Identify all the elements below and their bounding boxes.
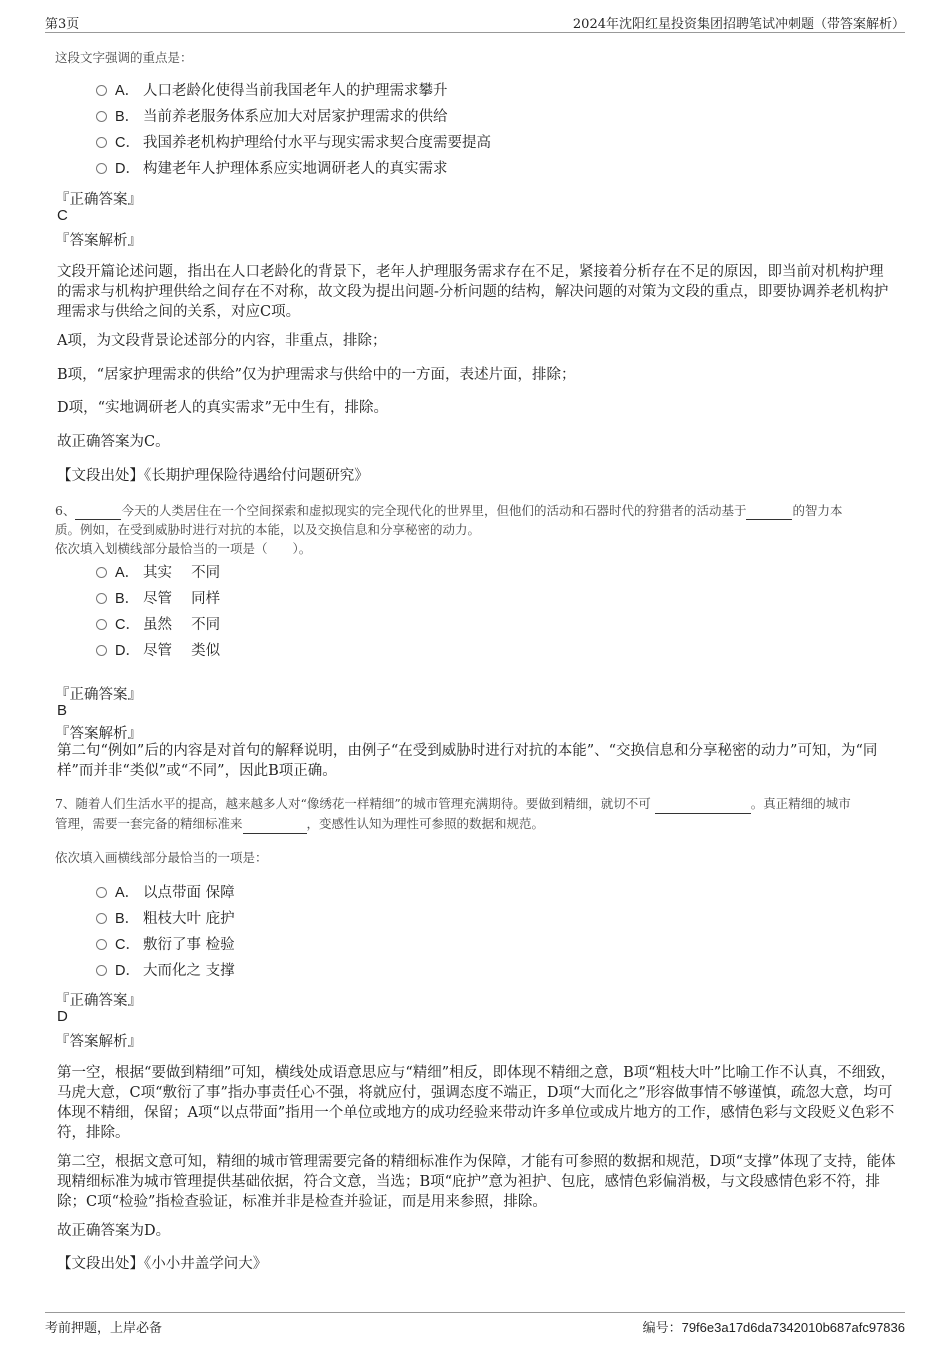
radio-icon[interactable] — [96, 85, 107, 96]
q7-option-b[interactable]: B． 粗枝大叶 庇护 — [96, 908, 235, 930]
radio-icon[interactable] — [96, 965, 107, 976]
q5-explain-p1: 文段开篇论述问题，指出在人口老龄化的背景下，老年人护理服务需求存在不足，紧接着分析存在不足的原因，即当前对机构护理的需求与机构护理供给之间存在不对称，故文段为提出问题-分析问题的结构，解决问题的对策为文段的重点，即要协调养老机构护理需求与供给之间的关系，对应C项。 — [57, 264, 889, 320]
q5-explain-p4: D项，“实地调研老人的真实需求”无中生有，排除。 — [57, 400, 388, 416]
q5-correct-label: 『正确答案』 — [55, 192, 142, 208]
radio-icon[interactable] — [96, 887, 107, 898]
page-number: 第3页 — [45, 17, 80, 32]
document-title: 2024年沈阳红星投资集团招聘笔试冲刺题（带答案解析） — [572, 17, 905, 32]
radio-icon[interactable] — [96, 163, 107, 174]
radio-icon[interactable] — [96, 111, 107, 122]
q7-explain-p3: 故正确答案为D。 — [57, 1223, 171, 1239]
q5-explain-p3: B项，“居家护理需求的供给”仅为护理需求与供给中的一方面，表述片面，排除； — [57, 367, 576, 383]
q6-explain-label: 『答案解析』 — [55, 726, 142, 742]
q6-option-c[interactable]: C． 虽然 不同 — [96, 614, 220, 636]
q5-explain-p2: A项，为文段背景论述部分的内容，非重点，排除； — [57, 333, 387, 349]
q6-option-b[interactable]: B． 尽管 同样 — [96, 588, 220, 610]
q5-stem: 这段文字强调的重点是： — [55, 50, 193, 65]
page-footer — [45, 1312, 905, 1338]
q7-option-d[interactable]: D． 大而化之 支撑 — [96, 960, 235, 982]
radio-icon[interactable] — [96, 939, 107, 950]
q5-option-a[interactable]: A． 人口老龄化使得当前我国老年人的护理需求攀升 — [96, 80, 448, 102]
q6-answer: B — [57, 702, 68, 719]
document-code: 编号：79f6e3a17d6da7342010b687afc97836 — [642, 1320, 905, 1336]
blank-line — [655, 799, 751, 814]
blank-line — [243, 819, 307, 834]
q5-source: 【文段出处】《长期护理保险待遇给付问题研究》 — [57, 468, 369, 484]
q7-option-a[interactable]: A． 以点带面 保障 — [96, 882, 235, 904]
q5-option-c[interactable]: C． 我国养老机构护理给付水平与现实需求契合度需要提高 — [96, 132, 491, 154]
q6-explain: 第二句“例如”后的内容是对首句的解释说明，由例子“在受到威胁时进行对抗的本能”、“交换信息和分享秘密的动力”可知，为“同样”而并非“类似”或“不同”，因此B项正确。 — [57, 743, 878, 779]
q5-answer: C — [57, 207, 68, 224]
q7-correct-label: 『正确答案』 — [55, 993, 142, 1009]
q7-stem: 7、随着人们生活水平的提高，越来越多人对“像绣花一样精细”的城市管理充满期待。要做到精细，就切不可 。真正精细的城市 管理，需要一套完备的精细标准来 ，变感性认知为理性可参照的数据和规范。 — [55, 794, 900, 834]
radio-icon[interactable] — [96, 137, 107, 148]
q7-explain-p2: 第二空，根据文意可知，精细的城市管理需要完备的精细标准作为保障，才能有可参照的数据和规范，D项“支撑”体现了支持，能体现精细标准为城市管理提供基础依据，符合文意，当选；B项“庇护”意为袒护、包庇，感情色彩偏消极，与文段感情色彩不符，排除；C项“检验”指检查验证，标准并非是检查并验证，而是用来参照，排除。 — [57, 1154, 896, 1210]
q5-option-d[interactable]: D． 构建老年人护理体系应实地调研老人的真实需求 — [96, 158, 448, 180]
q7-source: 【文段出处】《小小井盖学问大》 — [57, 1256, 268, 1272]
q5-explain-label: 『答案解析』 — [55, 233, 142, 249]
radio-icon[interactable] — [96, 913, 107, 924]
q7-question: 依次填入画横线部分最恰当的一项是： — [55, 850, 268, 865]
blank-line — [746, 505, 792, 520]
footer-slogan: 考前押题，上岸必备 — [45, 1321, 163, 1336]
q7-option-c[interactable]: C． 敷衍了事 检验 — [96, 934, 235, 956]
q5-option-b[interactable]: B． 当前养老服务体系应加大对居家护理需求的供给 — [96, 106, 448, 128]
q5-explain-p5: 故正确答案为C。 — [57, 434, 170, 450]
q7-explain-label: 『答案解析』 — [55, 1034, 142, 1050]
q6-option-a[interactable]: A． 其实 不同 — [96, 562, 220, 584]
q6-option-d[interactable]: D． 尽管 类似 — [96, 640, 220, 662]
q6-correct-label: 『正确答案』 — [55, 687, 142, 703]
q6-stem: 6、 今天的人类居住在一个空间探索和虚拟现实的完全现代化的世界里，但他们的活动和石器时代的狩猎者的活动基于 的智力本 质。例如，在受到威胁时进行对抗的本能，以及交换信息和分享秘密的动力。 依次填入划横线部分最恰当的一项是（ ）。 — [55, 503, 843, 556]
q7-answer: D — [57, 1008, 68, 1025]
q7-explain-p1: 第一空，根据“要做到精细”可知，横线处成语意思应与“精细”相反，即体现不精细之意，B项“粗枝大叶”比喻工作不认真，不细致，马虎大意，C项“敷衍了事”指办事责任心不强，将就应付，强调态度不端正，D项“大而化之”形容做事情不够谨慎，疏忽大意，均可体现不精细，保留；A项“以点带面”指用一个单位或地方的成功经验来带动许多单位或成片地方的工作，感情色彩与文段贬义色彩不符，排除。 — [57, 1065, 896, 1141]
radio-icon[interactable] — [96, 619, 107, 630]
blank-line — [75, 505, 121, 520]
radio-icon[interactable] — [96, 567, 107, 578]
page-header — [45, 10, 905, 33]
radio-icon[interactable] — [96, 593, 107, 604]
radio-icon[interactable] — [96, 645, 107, 656]
